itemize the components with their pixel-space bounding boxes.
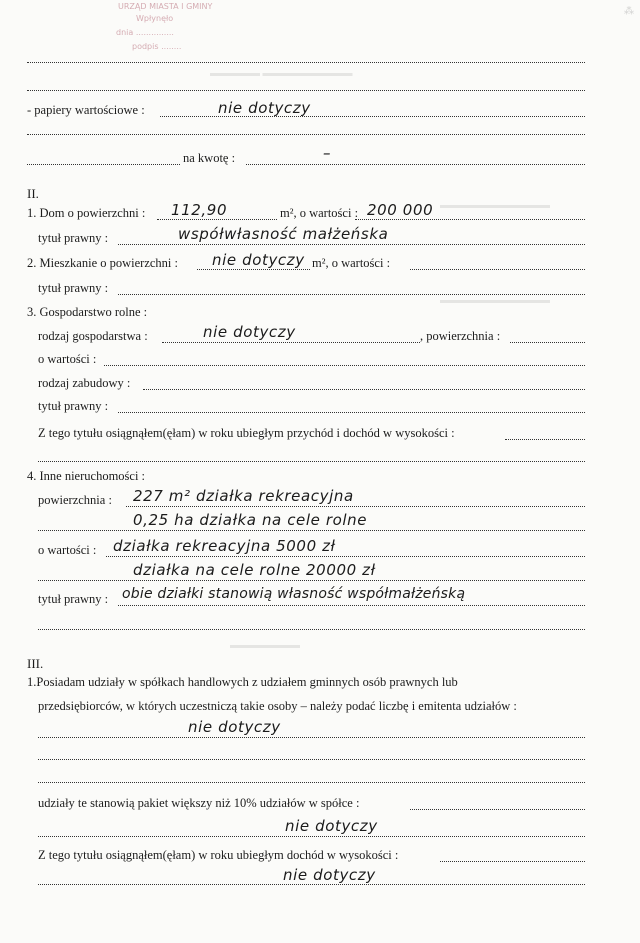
udzialy-text-2: przedsiębiorców, w których uczestniczą takie osoby – należy podać liczbę i emitenta udziałów : — [38, 699, 517, 713]
stamp-line-2: Wpłynęło — [136, 14, 174, 23]
inne-tytul-value: obie działki stanowią własność współmałżeńską — [122, 586, 466, 602]
dom-tytul-value: współwłasność małżeńska — [178, 225, 389, 243]
dotted-line — [118, 605, 585, 606]
dotted-line — [38, 836, 585, 837]
inne-label: 4. Inne nieruchomości : — [27, 469, 146, 483]
dotted-line — [106, 556, 585, 557]
powierzchnia-label: , powierzchnia : — [420, 329, 501, 343]
inne-pow-value-2: 0,25 ha działka na cele rolne — [133, 511, 368, 529]
dotted-line — [27, 90, 585, 91]
gospodarstwo-label: 3. Gospodarstwo rolne : — [27, 305, 148, 319]
dotted-line — [143, 389, 585, 390]
mieszkanie-unit: m², o wartości : — [312, 256, 391, 270]
dotted-line — [162, 342, 420, 343]
gosp-wartosc-label: o wartości : — [38, 352, 97, 366]
dotted-line — [197, 269, 310, 270]
gosp-dochod-label: Z tego tytułu osiągnąłem(ęłam) w roku ubiegłym przychód i dochód w wysokości : — [38, 426, 455, 440]
dotted-line — [505, 439, 585, 440]
dotted-line — [410, 809, 585, 810]
dotted-line — [157, 219, 277, 220]
dotted-line — [440, 861, 585, 862]
dotted-line — [38, 737, 585, 738]
stamp-line-1: URZĄD MIASTA I GMINY — [118, 2, 213, 11]
rodzaj-gospodarstwa-label: rodzaj gospodarstwa : — [38, 329, 148, 343]
mieszkanie-tytul-label: tytuł prawny : — [38, 281, 109, 295]
stamp-line-4: podpis ........ — [132, 42, 182, 51]
dotted-line — [27, 134, 585, 135]
zabudowy-label: rodzaj zabudowy : — [38, 376, 131, 390]
dochod-label: Z tego tytułu osiągnąłem(ęłam) w roku ubiegłym dochód w wysokości : — [38, 848, 399, 862]
dotted-line — [27, 164, 180, 165]
section-ii-heading: II. — [27, 186, 39, 201]
kwota-value: – — [323, 144, 332, 162]
dotted-line — [118, 244, 585, 245]
udzialy-text-1: 1.Posiadam udziały w spółkach handlowych z udziałem gminnych osób prawnych lub — [27, 675, 458, 689]
dotted-line — [246, 164, 585, 165]
pakiet-answer: nie dotyczy — [285, 817, 378, 835]
dom-unit: m², o wartości : — [280, 206, 359, 220]
dotted-line — [355, 219, 585, 220]
mieszkanie-value: nie dotyczy — [212, 251, 305, 269]
kwota-label: na kwotę : — [183, 151, 236, 165]
dotted-line — [104, 365, 585, 366]
dom-value: 200 000 — [367, 201, 434, 219]
show-through: ▬▬▬▬▬▬▬▬▬▬▬ — [440, 200, 550, 211]
show-through: ▬▬▬▬▬ ▬▬▬▬▬▬▬▬▬ — [210, 68, 353, 79]
stamp-line-3: dnia ............... — [116, 28, 174, 37]
inne-wart-value-2: działka na cele rolne 20000 zł — [133, 561, 376, 579]
inne-pow-label: powierzchnia : — [38, 493, 112, 507]
dom-area: 112,90 — [171, 201, 228, 219]
gosp-tytul-label: tytuł prawny : — [38, 399, 109, 413]
show-through: ▬▬▬▬▬▬▬ — [230, 640, 300, 651]
dochod-answer: nie dotyczy — [283, 866, 376, 884]
dom-tytul-label: tytuł prawny : — [38, 231, 109, 245]
dotted-line — [126, 506, 585, 507]
papiery-label: - papiery wartościowe : — [27, 103, 145, 117]
dotted-line — [510, 342, 585, 343]
dotted-line — [410, 269, 585, 270]
papiery-value: nie dotyczy — [218, 99, 311, 117]
inne-wart-label: o wartości : — [38, 543, 97, 557]
dotted-line — [38, 759, 585, 760]
dotted-line — [38, 530, 585, 531]
inne-tytul-label: tytuł prawny : — [38, 592, 109, 606]
mieszkanie-label: 2. Mieszkanie o powierzchni : — [27, 256, 178, 270]
corner-mark: ⁂ — [624, 6, 634, 17]
dotted-line — [38, 884, 585, 885]
dotted-line — [38, 782, 585, 783]
section-iii-heading: III. — [27, 656, 44, 671]
dotted-line — [118, 412, 585, 413]
rodzaj-gospodarstwa-value: nie dotyczy — [203, 323, 296, 341]
dotted-line — [118, 294, 585, 295]
inne-wart-value-1: działka rekreacyjna 5000 zł — [113, 537, 336, 555]
show-through: ▬▬▬▬▬▬▬▬▬▬▬ — [440, 295, 550, 306]
dotted-line — [38, 629, 585, 630]
inne-pow-value-1: 227 m² działka rekreacyjna — [133, 487, 354, 505]
dom-label: 1. Dom o powierzchni : — [27, 206, 146, 220]
dotted-line — [38, 580, 585, 581]
dotted-line — [38, 461, 585, 462]
udzialy-answer: nie dotyczy — [188, 718, 281, 736]
dotted-line — [27, 62, 585, 63]
pakiet-label: udziały te stanowią pakiet większy niż 10% udziałów w spółce : — [38, 796, 360, 810]
